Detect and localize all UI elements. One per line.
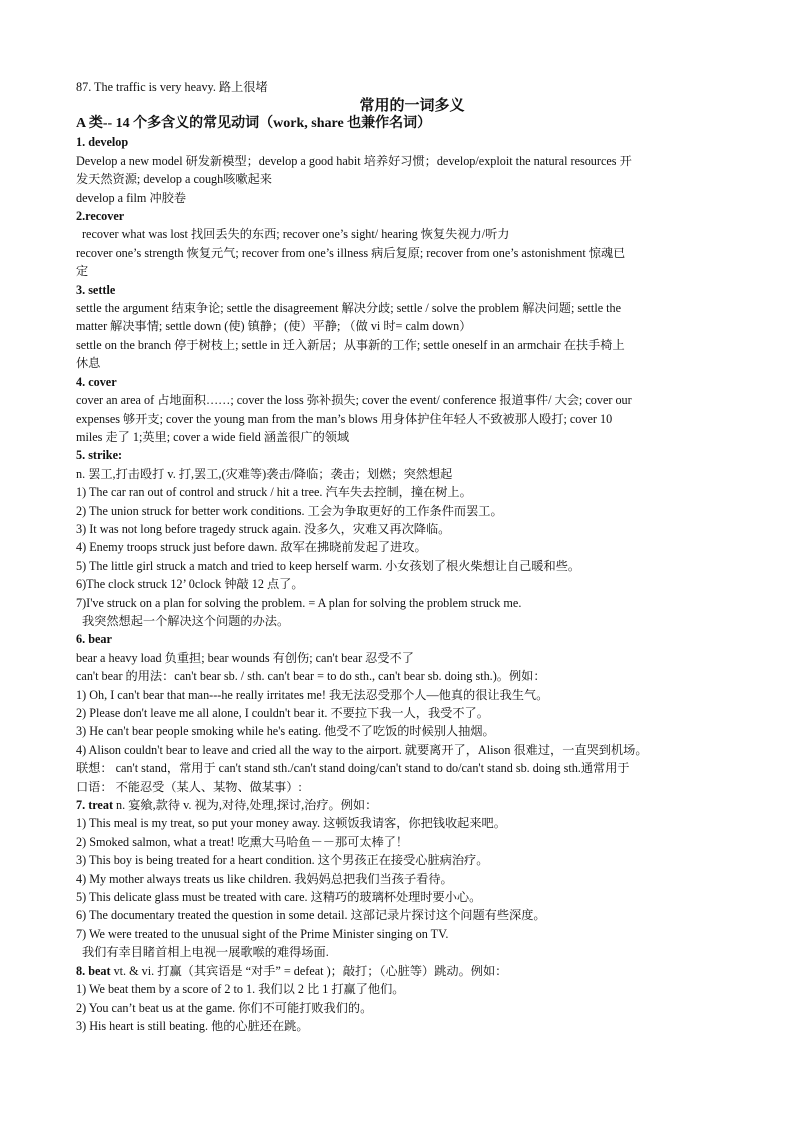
text-line: 4) Enemy troops struck just before dawn. 敌军在拂晓前发起了进攻。 xyxy=(76,540,427,555)
text-line: 发天然资源; develop a cough咳嗽起来 xyxy=(76,172,272,187)
text-line: n. 罢工,打击殴打 v. 打,罢工,(灾难等)袭击/降临；袭击；划燃；突然想起 xyxy=(76,466,453,481)
text-line: can't bear 的用法：can't bear sb. / sth. can't bear = to do sth., can't bear sb. doing sth.)。例如： xyxy=(76,669,546,684)
text-line: 定 xyxy=(76,264,89,279)
inline-heading: 7. treat xyxy=(76,798,113,813)
inline-text: n. 宴飨,款待 v. 视为,对待,处理,探讨,治疗。例如： xyxy=(113,798,378,813)
document-body xyxy=(76,133,726,1035)
text-line: 我突然想起一个解决这个问题的办法。 xyxy=(82,613,290,628)
text-line: settle the argument 结束争论; settle the disagreement 解决分歧; settle / solve the problem 解决问题; settle the xyxy=(76,301,622,316)
page-title: 常用的一词多义 xyxy=(359,96,465,115)
inline-heading: 8. beat xyxy=(76,963,111,978)
text-line: 2) Smoked salmon, what a treat! 吃熏大马哈鱼－－那可太棒了！ xyxy=(76,834,409,849)
text-line: miles 走了 1;英里; cover a wide field 涵盖很广的领域 xyxy=(76,429,350,444)
section-subtitle: A 类-- 14 个多含义的常见动词（work, share 也兼作名词） xyxy=(76,116,432,132)
text-line: develop a film 冲胶卷 xyxy=(76,190,187,205)
text-line xyxy=(76,796,726,814)
header-line: 87. The traffic is very heavy. 路上很堵 xyxy=(76,80,268,94)
text-line: 7)I've struck on a plan for solving the problem. = A plan for solving the problem struck me. xyxy=(76,595,522,610)
text-line: 1) Oh, I can't bear that man---he really irritates me! 我无法忍受那个人—他真的很让我生气。 xyxy=(76,687,549,702)
text-line: 3) This boy is being treated for a heart condition. 这个男孩正在接受心脏病治疗。 xyxy=(76,853,489,868)
text-line: 1) This meal is my treat, so put your money away. 这顿饭我请客，你把钱收起来吧。 xyxy=(76,816,506,831)
text-line: matter 解决事情; settle down (使) 镇静；(使）平静; （做 vi 时= calm down） xyxy=(76,319,472,334)
text-line: 口语： 不能忍受（某人、某物、做某事）: xyxy=(76,779,302,794)
section-heading: 2.recover xyxy=(76,209,125,224)
text-line: 2) You can’t beat us at the game. 你们不可能打败我们的。 xyxy=(76,1000,373,1015)
text-line: 3) His heart is still beating. 他的心脏还在跳。 xyxy=(76,1018,309,1033)
text-line: 2) The union struck for better work conditions. 工会为争取更好的工作条件而罢工。 xyxy=(76,503,503,518)
text-line: bear a heavy load 负重担; bear wounds 有创伤; can't bear 忍受不了 xyxy=(76,650,414,665)
inline-text: vt. & vi. 打赢（其宾语是 “对手” = defeat )；敲打；（心脏等）跳动。例如： xyxy=(110,963,508,978)
section-heading: 3. settle xyxy=(76,282,116,297)
text-line: recover one’s strength 恢复元气; recover from one’s illness 病后复原; recover from one’s astonishment 惊魂已 xyxy=(76,245,626,260)
text-line: 5) This delicate glass must be treated with care. 这精巧的玻璃杯处理时要小心。 xyxy=(76,890,482,905)
text-line: 5) The little girl struck a match and tried to keep herself warm. 小女孩划了根火柴想让自己暖和些。 xyxy=(76,558,581,573)
text-line: 1) The car ran out of control and struck / hit a tree. 汽车失去控制，撞在树上。 xyxy=(76,485,472,500)
text-line: 2) Please don't leave me all alone, I couldn't bear it. 不要拉下我一人，我受不了。 xyxy=(76,706,489,720)
text-line: recover what was lost 找回丢失的东西; recover one’s sight/ hearing 恢复失视力/听力 xyxy=(82,227,510,242)
text-line: cover an area of 占地面积……; cover the loss 弥补损失; cover the event/ conference 报道事件/ 大会; cover our xyxy=(76,393,632,408)
text-line: 联想： can't stand，常用于 can't stand sth./can't stand doing/can't stand to do/can't stand sb. doing sth.通常用于 xyxy=(76,761,630,776)
text-line: Develop a new model 研发新模型；develop a good habit 培养好习惯；develop/exploit the natural resources 开 xyxy=(76,153,632,168)
section-heading: 4. cover xyxy=(76,374,117,389)
text-line: 休息 xyxy=(76,356,101,371)
text-line: 我们有幸目睹首相上电视一展歌喉的难得场面. xyxy=(82,945,329,960)
text-line: 4) Alison couldn't bear to leave and cried all the way to the airport. 就要离开了，Alison 很难过，一直哭到机场。 xyxy=(76,742,648,757)
text-line: 6) The documentary treated the question in some detail. 这部记录片探讨这个问题有些深度。 xyxy=(76,908,546,923)
text-line: 3) He can't bear people smoking while he's eating. 他受不了吃饭的时候别人抽烟。 xyxy=(76,724,495,739)
text-line xyxy=(76,962,726,980)
section-heading: 6. bear xyxy=(76,632,112,647)
text-line: 1) We beat them by a score of 2 to 1. 我们以 2 比 1 打赢了他们。 xyxy=(76,982,405,997)
text-line: expenses 够开支; cover the young man from the man’s blows 用身体护住年轻人不致被那人殴打; cover 10 xyxy=(76,411,613,426)
text-line: 3) It was not long before tragedy struck again. 没多久，灾难又再次降临。 xyxy=(76,521,451,536)
document-page xyxy=(76,78,726,1035)
section-heading: 1. develop xyxy=(76,135,129,150)
text-line: settle on the branch 停于树枝上; settle in 迁入新居；从事新的工作; settle oneself in an armchair 在扶手椅上 xyxy=(76,337,625,352)
text-line: 6)The clock struck 12’ 0clock 钟敲 12 点了。 xyxy=(76,577,304,592)
section-heading: 5. strike: xyxy=(76,448,123,463)
text-line: 4) My mother always treats us like children. 我妈妈总把我们当孩子看待。 xyxy=(76,871,453,886)
text-line: 7) We were treated to the unusual sight of the Prime Minister singing on TV. xyxy=(76,926,449,941)
